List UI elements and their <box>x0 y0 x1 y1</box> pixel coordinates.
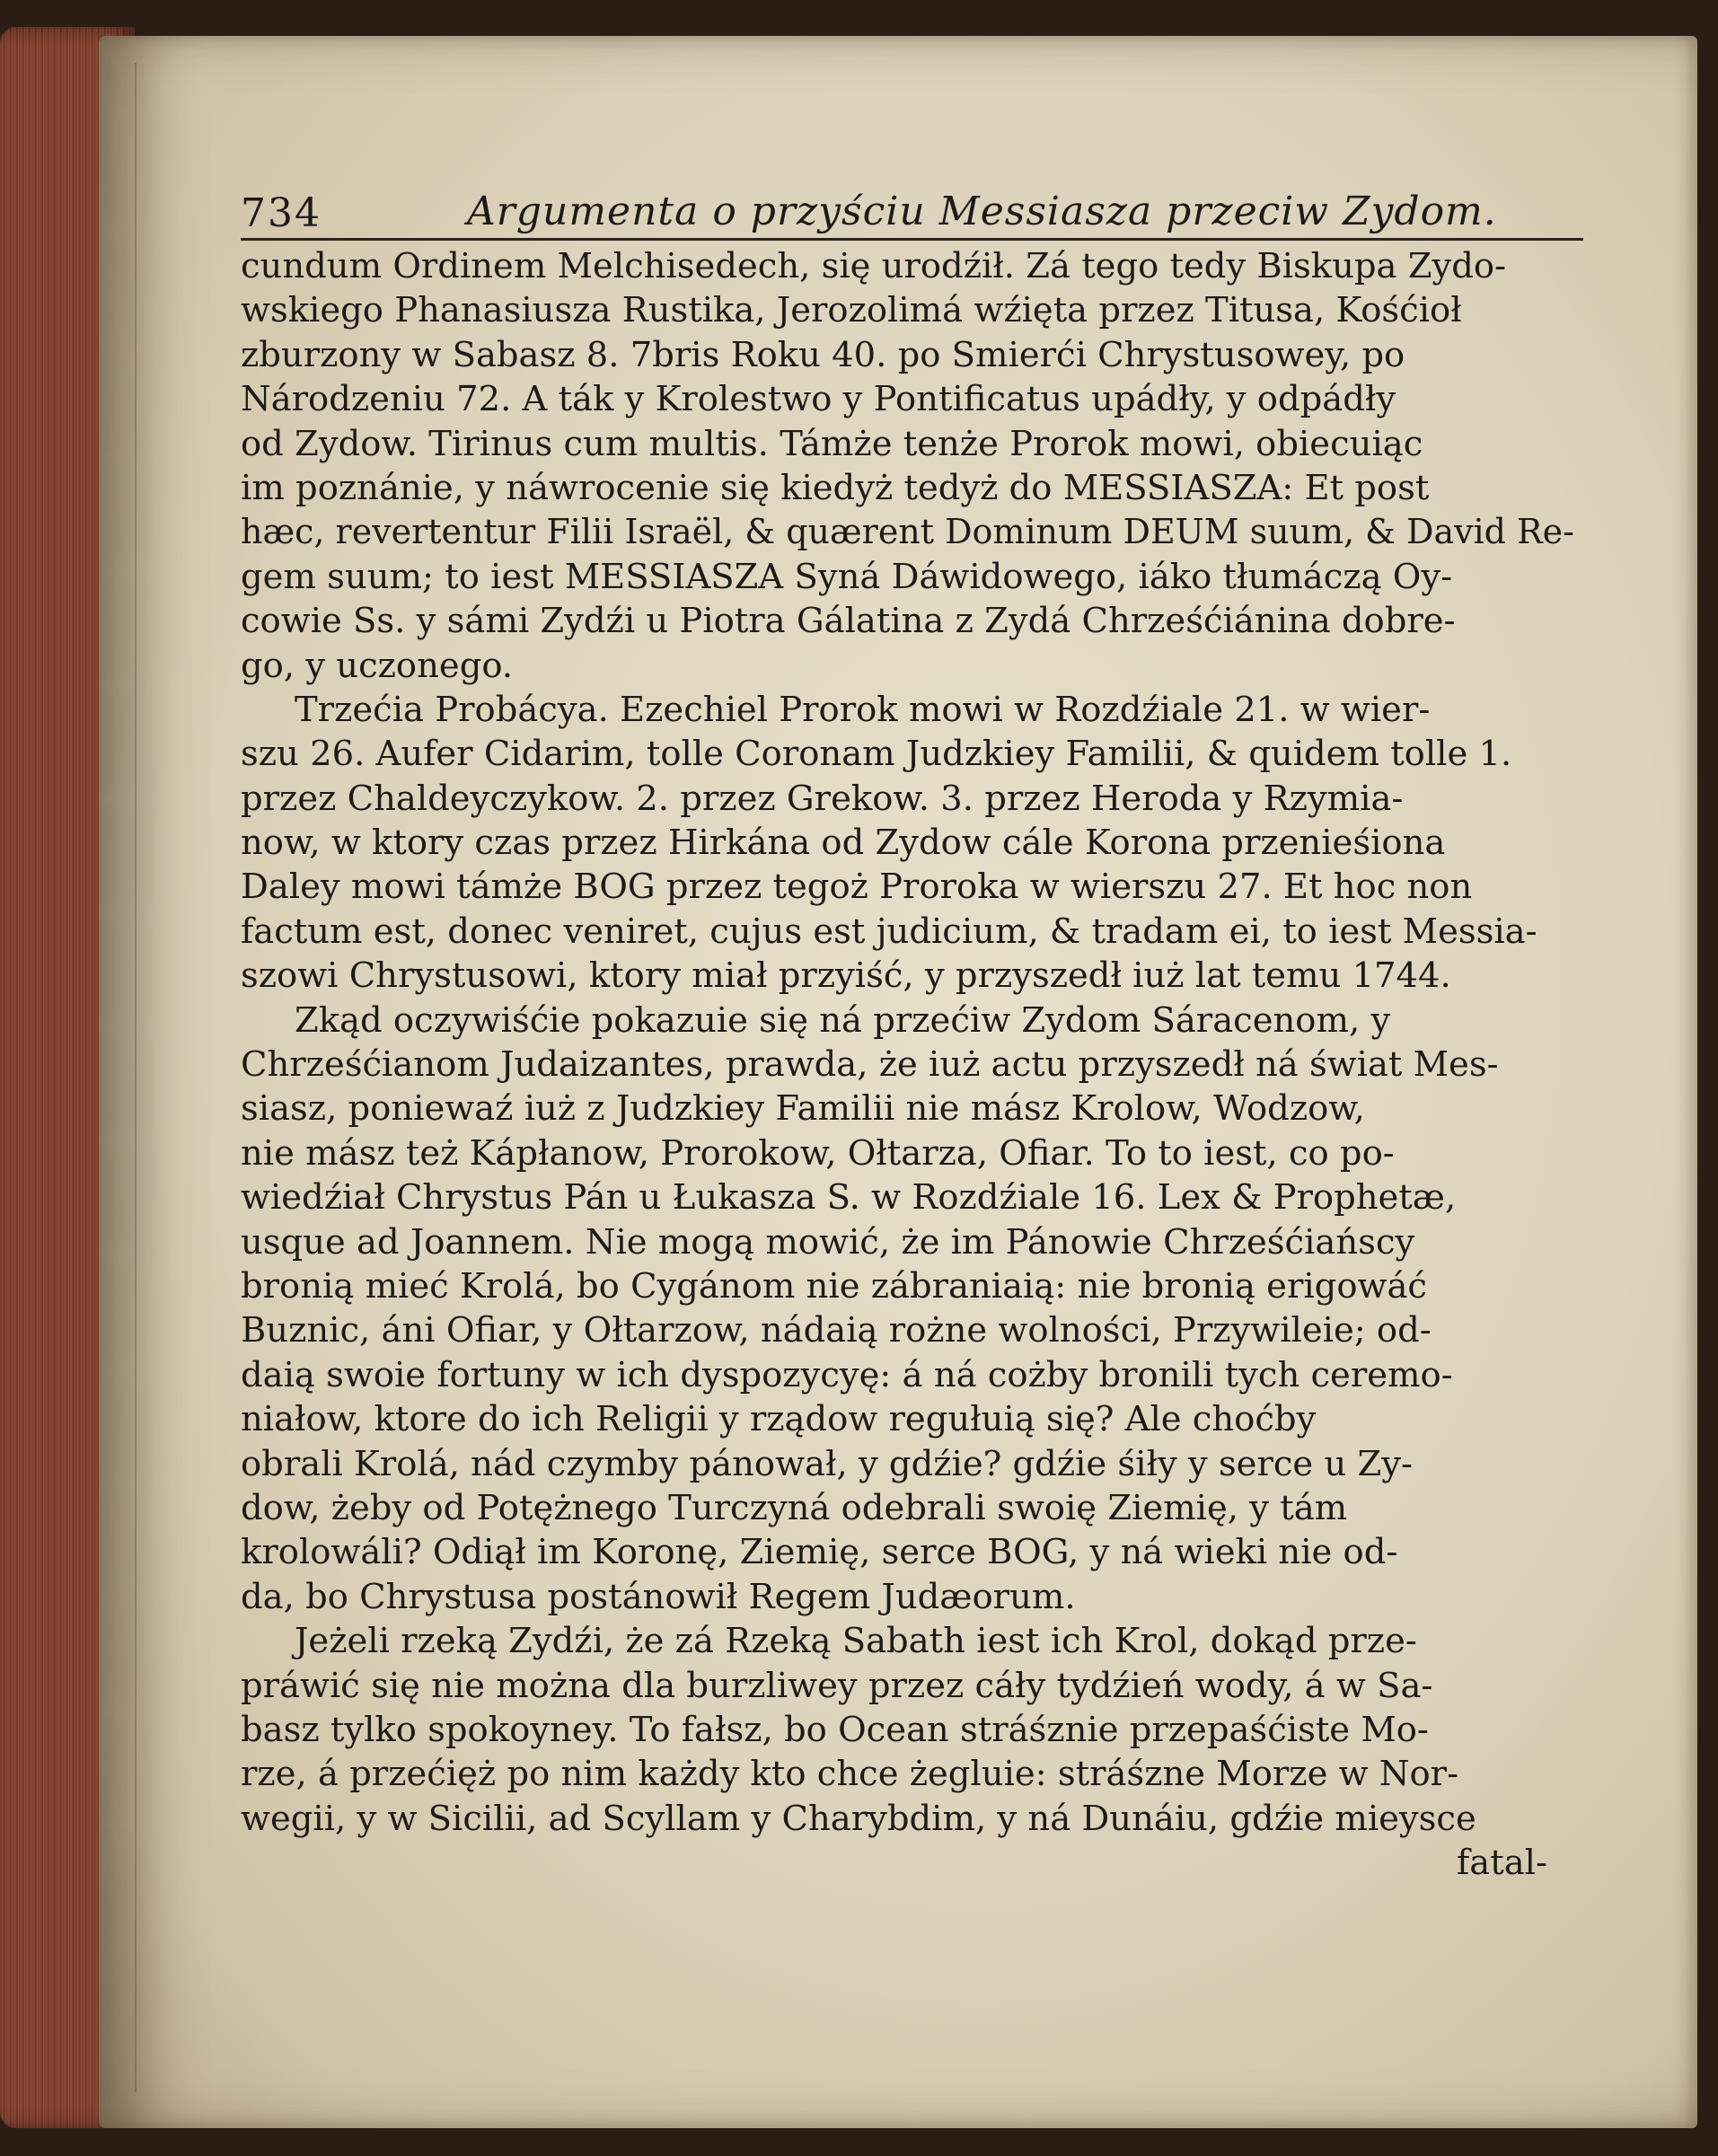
text-line: usque ad Joannem. Nie mogą mowić, że im Pánowie Chrześćiańscy <box>241 1221 1415 1263</box>
text-line: cowie Ss. y sámi Zydźi u Piotra Gálatina z Zydá Chrześćiánina dobre- <box>241 601 1456 642</box>
text-line: bronią mieć Krolá, bo Cygánom nie zábraniaią: nie bronią erigowáć <box>241 1265 1427 1307</box>
text-line: go, y uczonego. <box>241 645 514 686</box>
text-line: cundum Ordinem Melchisedech, się urodźił. Zá tego tedy Biskupa Zydo- <box>241 246 1507 286</box>
body-text <box>241 244 1583 1885</box>
running-title: Argumenta o przyściu Messiasza przeciw Zydom. <box>467 189 1497 234</box>
text-line: Zkąd oczywiśćie pokazuie się ná przećiw Zydom Sáracenom, y <box>295 999 1391 1041</box>
page-gutter <box>135 63 137 2092</box>
text-line: da, bo Chrystusa postánowił Regem Judæorum. <box>241 1576 1076 1617</box>
text-line: od Zydow. Tirinus cum multis. Támże tenże Prorok mowi, obiecuiąc <box>241 423 1423 464</box>
text-line: rze, á przećięż po nim każdy kto chce żegluie: stráśzne Morze w Nor- <box>241 1754 1459 1795</box>
text-line: daią swoie fortuny w ich dyspozycyę: á ná cożby bronili tych ceremo- <box>241 1354 1453 1395</box>
text-line: Buznic, áni Ofiar, y Ołtarzow, nádaią rożne wolności, Przywileie; od- <box>241 1310 1432 1351</box>
text-line: zburzony w Sabasz 8. 7bris Roku 40. po Smierći Chrystusowey, po <box>241 334 1405 375</box>
text-line: wiedźiał Chrystus Pán u Łukasza S. w Rozdźiale 16. Lex & Prophetæ, <box>241 1177 1457 1219</box>
page-number: 734 <box>241 190 322 236</box>
text-line: dow, żeby od Potężnego Turczyná odebrali swoię Ziemię, y tám <box>241 1487 1348 1528</box>
text-line: nie mász też Kápłanow, Prorokow, Ołtarza, Ofiar. To to iest, co po- <box>241 1132 1395 1174</box>
text-line: krolowáli? Odiął im Koronę, Ziemię, serce BOG, y ná wieki nie od- <box>241 1532 1398 1573</box>
text-line: szu 26. Aufer Cidarim, tolle Coronam Judzkiey Familii, & quidem tolle 1. <box>241 734 1512 775</box>
text-line: Jeżeli rzeką Zydźi, że zá Rzeką Sabath iest ich Krol, dokąd prze- <box>295 1621 1417 1662</box>
text-line: przez Chaldeyczykow. 2. przez Grekow. 3. przez Heroda y Rzymia- <box>241 778 1404 819</box>
catchword-line <box>241 1841 1583 1885</box>
text-line: Daley mowi támże BOG przez tegoż Proroka w wierszu 27. Et hoc non <box>241 867 1473 908</box>
text-line: wskiego Phanasiusza Rustika, Jerozolimá wźięta przez Titusa, Kośćioł <box>241 290 1462 331</box>
text-line: siasz, poniewaź iuż z Judzkiey Familii nie mász Krolow, Wodzow, <box>241 1088 1365 1130</box>
text-line: basz tylko spokoyney. To fałsz, bo Ocean stráśznie przepaśćiste Mo- <box>241 1709 1429 1750</box>
text-line: factum est, donec veniret, cujus est judicium, & tradam ei, to iest Messia- <box>241 911 1537 952</box>
text-line: gem suum; to iest MESSIASZA Syná Dáwidowego, iáko tłumáczą Oy- <box>241 556 1453 597</box>
text-line: Chrześćianom Judaizantes, prawda, że iuż actu przyszedł ná świat Mes- <box>241 1044 1499 1086</box>
text-line: Národzeniu 72. A ták y Krolestwo y Pontificatus upádły, y odpádły <box>241 379 1396 420</box>
text-line: práwić się nie można dla burzliwey przez cáły tydźień wody, á w Sa- <box>241 1665 1433 1706</box>
text-line: obrali Krolá, nád czymby pánował, y gdźie? gdźie śiły y serce u Zy- <box>241 1443 1413 1484</box>
text-line: now, w ktory czas przez Hirkána od Zydow cále Korona przenieśiona <box>241 823 1446 864</box>
catchword: fatal- <box>1457 1843 1547 1884</box>
text-line: Trzećia Probácya. Ezechiel Prorok mowi w Rozdźiale 21. w wier- <box>295 689 1431 730</box>
text-line: szowi Chrystusowi, ktory miał przyiść, y przyszedł iuż lat temu 1744. <box>241 955 1451 997</box>
running-head <box>241 175 1583 241</box>
text-block <box>241 175 1583 1885</box>
text-line: wegii, y w Sicilii, ad Scyllam y Charybdim, y ná Dunáiu, gdźie mieysce <box>241 1798 1476 1839</box>
text-line: im poznánie, y náwrocenie się kiedyż tedyż do MESSIASZA: Et post <box>241 467 1430 508</box>
text-line: niałow, ktore do ich Religii y rządow regułuią się? Ale choćby <box>241 1399 1317 1440</box>
text-line: hæc, revertentur Filii Israël, & quærent Dominum DEUM suum, & David Re- <box>241 512 1574 552</box>
